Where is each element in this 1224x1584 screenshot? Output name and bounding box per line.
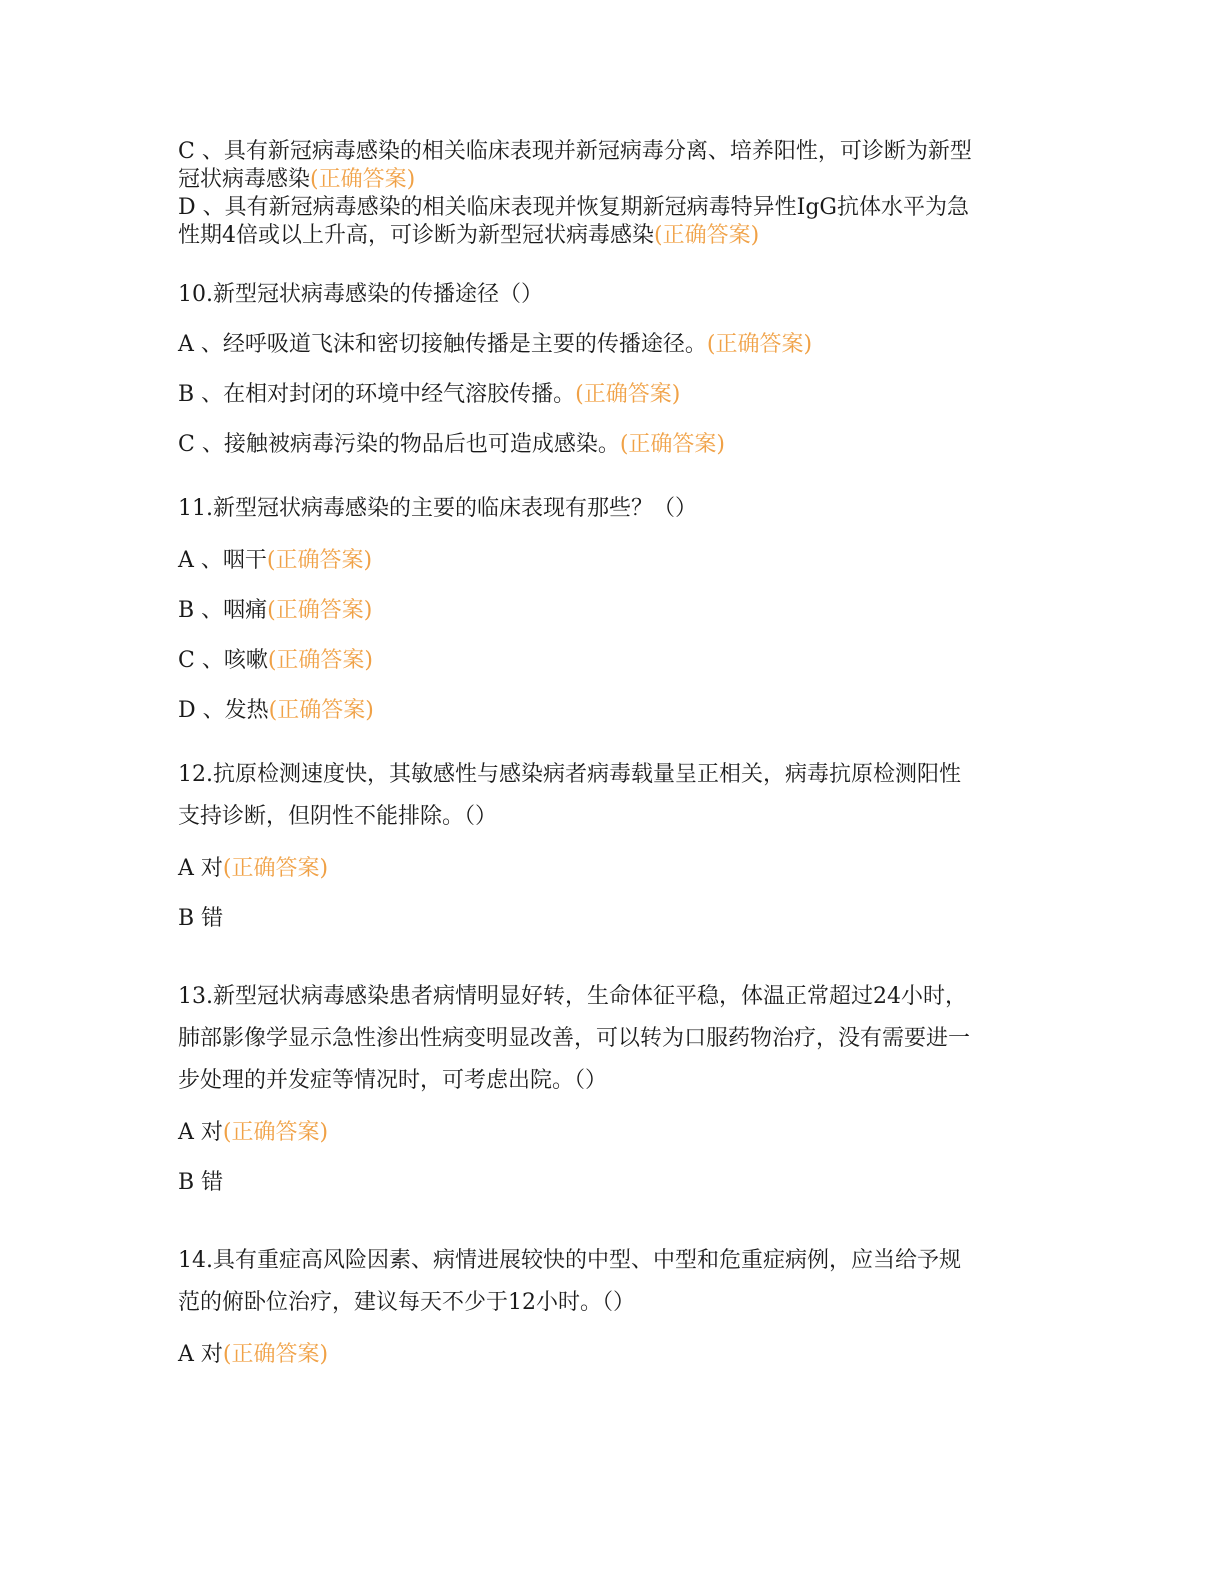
q9-option-d-line2: 性期4倍或以上升高，可诊断为新型冠状病毒感染 (178, 223, 654, 248)
correct-answer-tag: (正确答案) (222, 1342, 329, 1367)
q10-option-a: A 、经呼吸道飞沫和密切接触传播是主要的传播途径。(正确答案) (178, 332, 813, 357)
q11-stem: 11.新型冠状病毒感染的主要的临床表现有那些？（） (178, 496, 697, 521)
q13-option-a: A 对(正确答案) (178, 1120, 329, 1145)
q13-stem-line1: 13.新型冠状病毒感染患者病情明显好转，生命体征平稳，体温正常超过24小时， (178, 984, 967, 1009)
q13-stem-line2: 肺部影像学显示急性渗出性病变明显改善，可以转为口服药物治疗，没有需要进一 (178, 1026, 971, 1051)
document-page (178, 138, 1048, 1376)
q14-stem-line1: 14.具有重症高风险因素、病情进展较快的中型、中型和危重症病例，应当给予规 (178, 1248, 961, 1273)
q10-option-c: C 、接触被病毒污染的物品后也可造成感染。(正确答案) (178, 432, 725, 457)
q14-option-a: A 对(正确答案) (178, 1342, 329, 1367)
q10-stem: 10.新型冠状病毒感染的传播途径（） (178, 282, 543, 307)
q13-stem-line3: 步处理的并发症等情况时，可考虑出院。（） (178, 1068, 608, 1093)
q9-option-c-line1: C 、具有新冠病毒感染的相关临床表现并新冠病毒分离、培养阳性，可诊断为新型 (178, 139, 972, 164)
correct-answer-tag: (正确答案) (575, 382, 681, 407)
q11-option-b: B 、咽痛(正确答案) (178, 598, 373, 623)
q12-stem-line1: 12.抗原检测速度快，其敏感性与感染病者病毒载量呈正相关，病毒抗原检测阳性 (178, 762, 961, 787)
q12-stem-line2: 支持诊断，但阴性不能排除。（） (178, 804, 498, 829)
q11-option-d: D 、发热(正确答案) (178, 698, 374, 723)
correct-answer-tag: (正确答案) (619, 432, 725, 457)
q12-option-a: A 对(正确答案) (178, 856, 329, 881)
correct-answer-tag: (正确答案) (267, 648, 373, 673)
q9-option-c (178, 138, 1048, 194)
correct-answer-tag: (正确答案) (268, 698, 374, 723)
correct-answer-tag: (正确答案) (706, 332, 813, 357)
correct-answer-tag: (正确答案) (222, 856, 329, 881)
q12-option-b: B 错 (178, 906, 224, 931)
q13-option-b: B 错 (178, 1170, 224, 1195)
q10-option-b: B 、在相对封闭的环境中经气溶胶传播。(正确答案) (178, 382, 681, 407)
correct-answer-tag: (正确答案) (222, 1120, 329, 1145)
correct-answer-tag: (正确答案) (654, 223, 760, 248)
q11-option-c: C 、咳嗽(正确答案) (178, 648, 373, 673)
q9-option-c-line2: 冠状病毒感染 (178, 167, 311, 192)
q9-option-d-line1: D 、具有新冠病毒感染的相关临床表现并恢复期新冠病毒特异性IgG抗体水平为急 (178, 195, 969, 220)
q9-option-d (178, 194, 1048, 250)
correct-answer-tag: (正确答案) (266, 548, 373, 573)
correct-answer-tag: (正确答案) (310, 167, 416, 192)
correct-answer-tag: (正确答案) (267, 598, 373, 623)
q11-option-a: A 、咽干(正确答案) (178, 548, 373, 573)
q14-stem-line2: 范的俯卧位治疗，建议每天不少于12小时。（） (178, 1290, 635, 1315)
